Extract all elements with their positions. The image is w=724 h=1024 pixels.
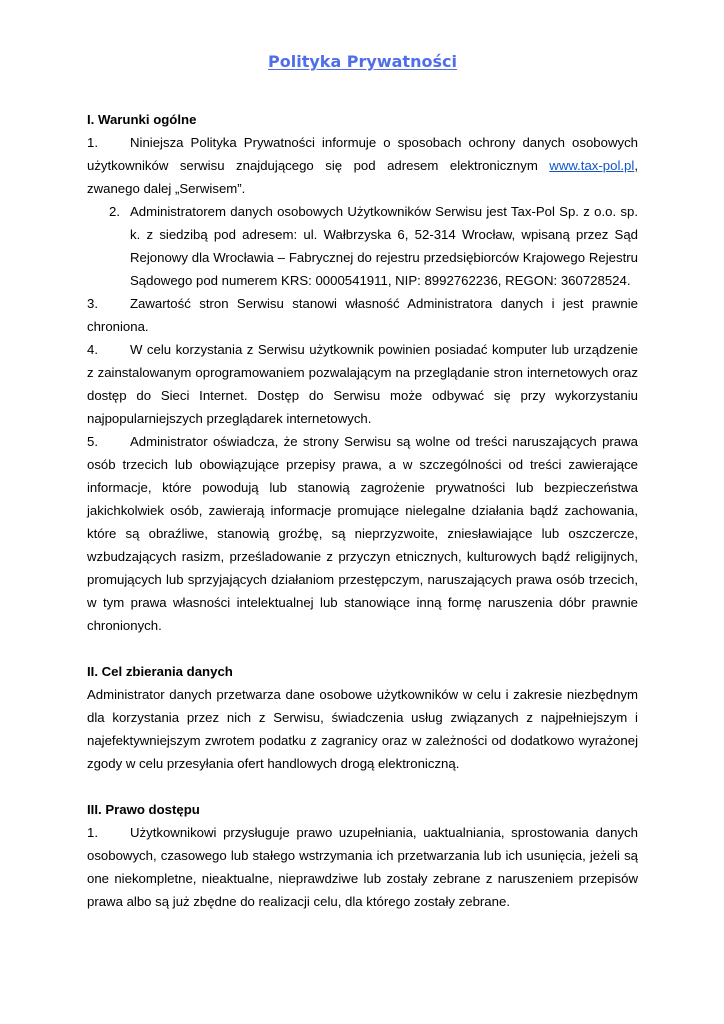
item-number: 4. [87, 342, 98, 357]
paragraph-text: Niniejsza Polityka Prywatności informuje o sposobach ochrony danych osobowych użytkowników serwisu znajdującego się pod adresem elektronicznym [87, 135, 638, 173]
paragraph-3-1 [87, 821, 638, 913]
website-link[interactable]: www.tax-pol.pl [549, 158, 635, 173]
section-heading-general: I. Warunki ogólne [87, 112, 197, 127]
paragraph-text: , zwanego dalej „Serwisem”. [87, 158, 638, 196]
paragraph-1-4 [87, 338, 638, 430]
paragraph-2-1: Administrator danych przetwarza dane osobowe użytkowników w celu i zakresie niezbędnym dla korzystania przez nich z Serwisu, świadczenia usług związanych z najpełniejszym i najefektywniejszym zwrotem podatku z zagranicy oraz w zależności od dodatkowo wyrażonej zgody w celu przesyłania ofert handlowych drogą elektroniczną. [87, 687, 638, 771]
section-heading-access: III. Prawo dostępu [87, 802, 200, 817]
item-number: 1. [87, 135, 98, 150]
section-spacer [87, 637, 638, 660]
paragraph-1-5 [87, 430, 638, 637]
item-number: 2. [109, 204, 120, 219]
paragraph-text: Administratorem danych osobowych Użytkowników Serwisu jest Tax-Pol Sp. z o.o. sp. k. z siedzibą pod adresem: ul. Wałbrzyska 6, 52-314 Wrocław, wpisaną przez Sąd Rejonowy dla Wrocławia – Fabrycznej do rejestru przedsiębiorców Krajowego Rejestru Sądowego pod numerem KRS: 0000541911, NIP: 8992762236, REGON: 360728524. [130, 204, 638, 288]
paragraph-1-1 [87, 131, 638, 200]
document-body [87, 108, 638, 913]
paragraph-1-3 [87, 292, 638, 338]
paragraph-text: W celu korzystania z Serwisu użytkownik powinien posiadać komputer lub urządzenie z zainstalowanym oprogramowaniem pozwalającym na przeglądanie stron internetowych oraz dostęp do Sieci Internet. Dostęp do Serwisu może odbywać się przy wykorzystaniu najpopularniejszych przeglądarek internetowych. [87, 342, 638, 426]
paragraph-text: Administrator oświadcza, że strony Serwisu są wolne od treści naruszających prawa osób trzecich lub obowiązujące przepisy prawa, a w szczególności od treści zawierające informacje, które powodują lub stanowią zagrożenie prywatności lub bezpieczeństwa jakichkolwiek osób, zawierają informacje promujące nielegalne działania bądź zachowania, które są obraźliwe, stanowią groźbę, są nieprzyzwoite, zniesławiające lub oszczercze, wzbudzających rasizm, prześladowanie z przyczyn etnicznych, kulturowych bądź religijnych, promujących lub sprzyjających działaniom przestępczym, naruszających prawa osób trzecich, w tym prawa własności intelektualnej lub stanowiące inną formę naruszenia dóbr prawnie chronionych. [87, 434, 638, 633]
paragraph-text: Użytkownikowi przysługuje prawo uzupełniania, uaktualniania, sprostowania danych osobowych, czasowego lub stałego wstrzymania ich przetwarzania lub ich usunięcia, jeżeli są one niekompletne, nieaktualne, nieprawdziwe lub zostały zebrane z naruszeniem przepisów prawa albo są już zbędne do realizacji celu, dla którego zostały zebrane. [87, 825, 638, 909]
section-heading-purpose: II. Cel zbierania danych [87, 664, 233, 679]
paragraph-1-2 [109, 200, 638, 292]
page-title: Polityka Prywatności [268, 52, 457, 71]
section-spacer [87, 775, 638, 798]
item-number: 1. [87, 825, 98, 840]
item-number: 5. [87, 434, 98, 449]
item-number: 3. [87, 296, 98, 311]
paragraph-text: Zawartość stron Serwisu stanowi własność Administratora danych i jest prawnie chroniona. [87, 296, 638, 334]
